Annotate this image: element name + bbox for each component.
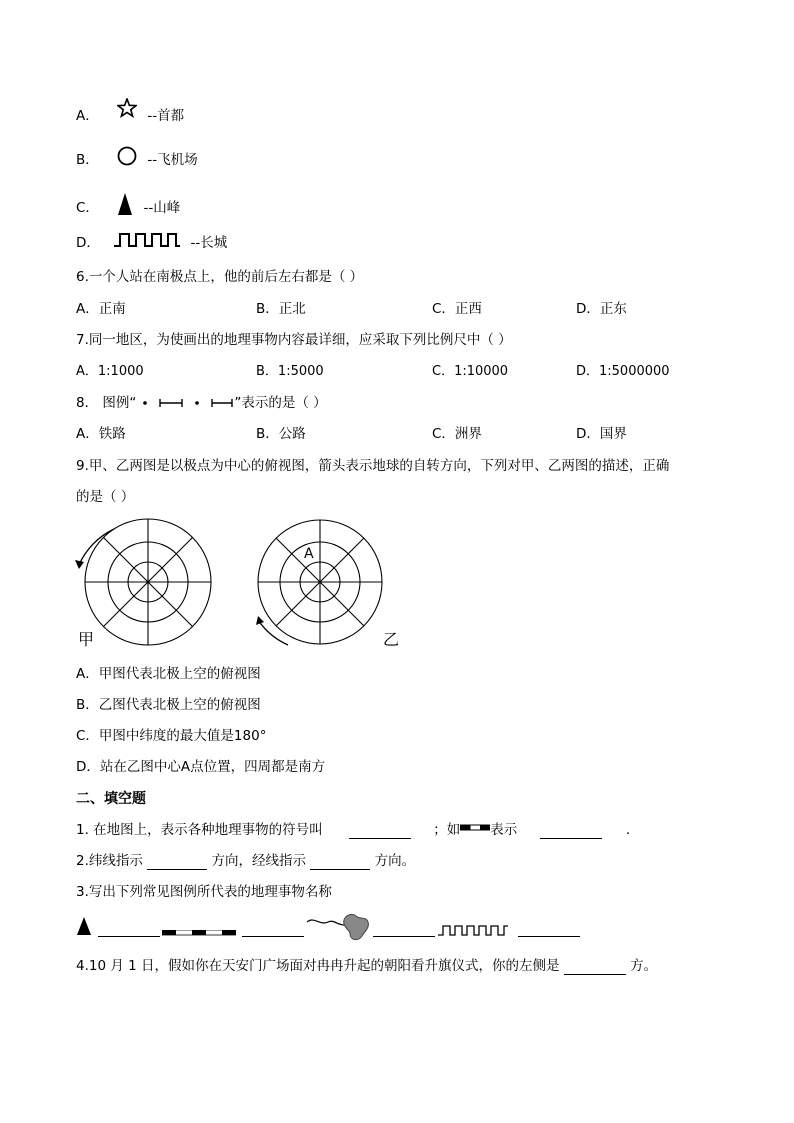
railway-legend-icon [460,824,490,832]
q9-option-a[interactable]: A．甲图代表北极上空的俯视图 [76,666,261,682]
fill1-part3: 表示 [490,822,518,838]
fill2-part3: 方向。 [374,853,416,869]
option-letter: C． [76,200,99,216]
fill4-part2: 方。 [630,958,658,974]
fill-2 [76,852,415,870]
q7-options [76,363,716,381]
fill2-blank1[interactable] [147,855,207,870]
q8-stem [76,394,327,412]
fill3-blank2[interactable] [242,922,304,937]
diagram-yi-label: 乙 [383,630,400,649]
arrow-head [75,560,84,569]
q7-option-b[interactable]: B．1:5000 [256,364,324,379]
great-wall-square-wave-icon [114,232,180,248]
fill1-part2: ；如 [433,822,461,838]
fill4-blank[interactable] [564,960,626,975]
q5-option-a [76,106,184,126]
q9-option-b[interactable]: B．乙图代表北极上空的俯视图 [76,697,261,713]
q6-option-b[interactable]: B．正北 [256,301,306,317]
q9-stem-line1: 9.甲、乙两图是以极点为中心的俯视图，箭头表示地球的自转方向，下列对甲、乙两图的描述，正确 [76,458,670,474]
q7-option-d[interactable]: D．1:5000000 [576,364,670,379]
q6-stem: 6.一个人站在南极点上，他的前后左右都是（ ） [76,269,364,285]
fill2-part2: 方向，经线指示 [211,853,306,869]
fill2-part1: 2.纬线指示 [76,853,143,869]
fill1-blank1[interactable] [349,824,411,839]
river-lake-icon [306,912,370,942]
q7-stem: 7.同一地区，为使画出的地理事物内容最详细，应采取下列比例尺中（ ） [76,332,512,348]
option-label: --首都 [147,108,185,124]
railway-legend-icon [162,930,236,936]
point-a-label: A [304,546,314,562]
circle-outline-icon [117,146,137,166]
mountain-peak-triangle-icon [76,916,92,936]
great-wall-square-wave-icon [438,924,510,936]
q9-option-c[interactable]: C．甲图中纬度的最大值是180° [76,728,267,744]
q9-option-d[interactable]: D．站在乙图中心A点位置，四周都是南方 [76,759,326,775]
fill2-blank2[interactable] [310,855,370,870]
polar-grid [85,519,211,645]
q8-option-c[interactable]: C．洲界 [432,426,482,442]
fill3-blank1[interactable] [98,922,160,937]
q8-option-d[interactable]: D．国界 [576,426,627,442]
rotation-arrow-icon [79,529,114,565]
q9-stem-line2: 的是（ ） [76,489,135,505]
q6-options [76,300,716,318]
q5-option-b [76,150,198,170]
fill-1 [76,821,639,839]
q7-option-a[interactable]: A．1:1000 [76,364,144,379]
q7-option-c[interactable]: C．1:10000 [432,364,509,379]
option-letter: D． [76,235,100,251]
option-label: --长城 [190,235,228,251]
option-letter: B． [76,152,99,168]
state-boundary-dot-bar-icon [136,396,234,408]
fill-3-legends [76,912,596,942]
section-title: 二、填空题 [76,791,146,807]
fill-3-stem: 3.写出下列常见图例所代表的地理事物名称 [76,884,332,900]
q5-option-c [76,196,180,220]
q8-stem-suffix: ”表示的是（ ） [234,395,327,411]
q6-option-c[interactable]: C．正西 [432,301,482,317]
q8-option-a[interactable]: A．铁路 [76,426,126,442]
fill1-end: ． [625,822,640,838]
star-outline-icon [117,98,137,118]
q6-option-d[interactable]: D．正东 [576,301,627,317]
option-label: --飞机场 [147,152,198,168]
q8-option-b[interactable]: B．公路 [256,426,306,442]
fill-4 [76,957,657,975]
q8-options [76,425,716,443]
q5-option-d [76,234,227,252]
option-letter: A． [76,108,99,124]
fill4-part1: 4.10 月 1 日，假如你在天安门广场面对冉冉升起的朝阳看升旗仪式，你的左侧是 [76,958,560,974]
polar-grid [258,520,382,644]
option-label: --山峰 [143,200,181,216]
diagram-jia-label: 甲 [78,630,95,649]
mountain-peak-triangle-icon [117,192,133,216]
fill3-blank3[interactable] [373,922,435,937]
fill1-blank2[interactable] [540,824,602,839]
fill1-part1: 1. 在地图上，表示各种地理事物的符号叫 [76,822,323,838]
fill3-blank4[interactable] [518,922,580,937]
diagram-yi [252,518,392,648]
q8-stem-prefix: 8． 图例“ [76,395,137,411]
q6-option-a[interactable]: A．正南 [76,301,126,317]
